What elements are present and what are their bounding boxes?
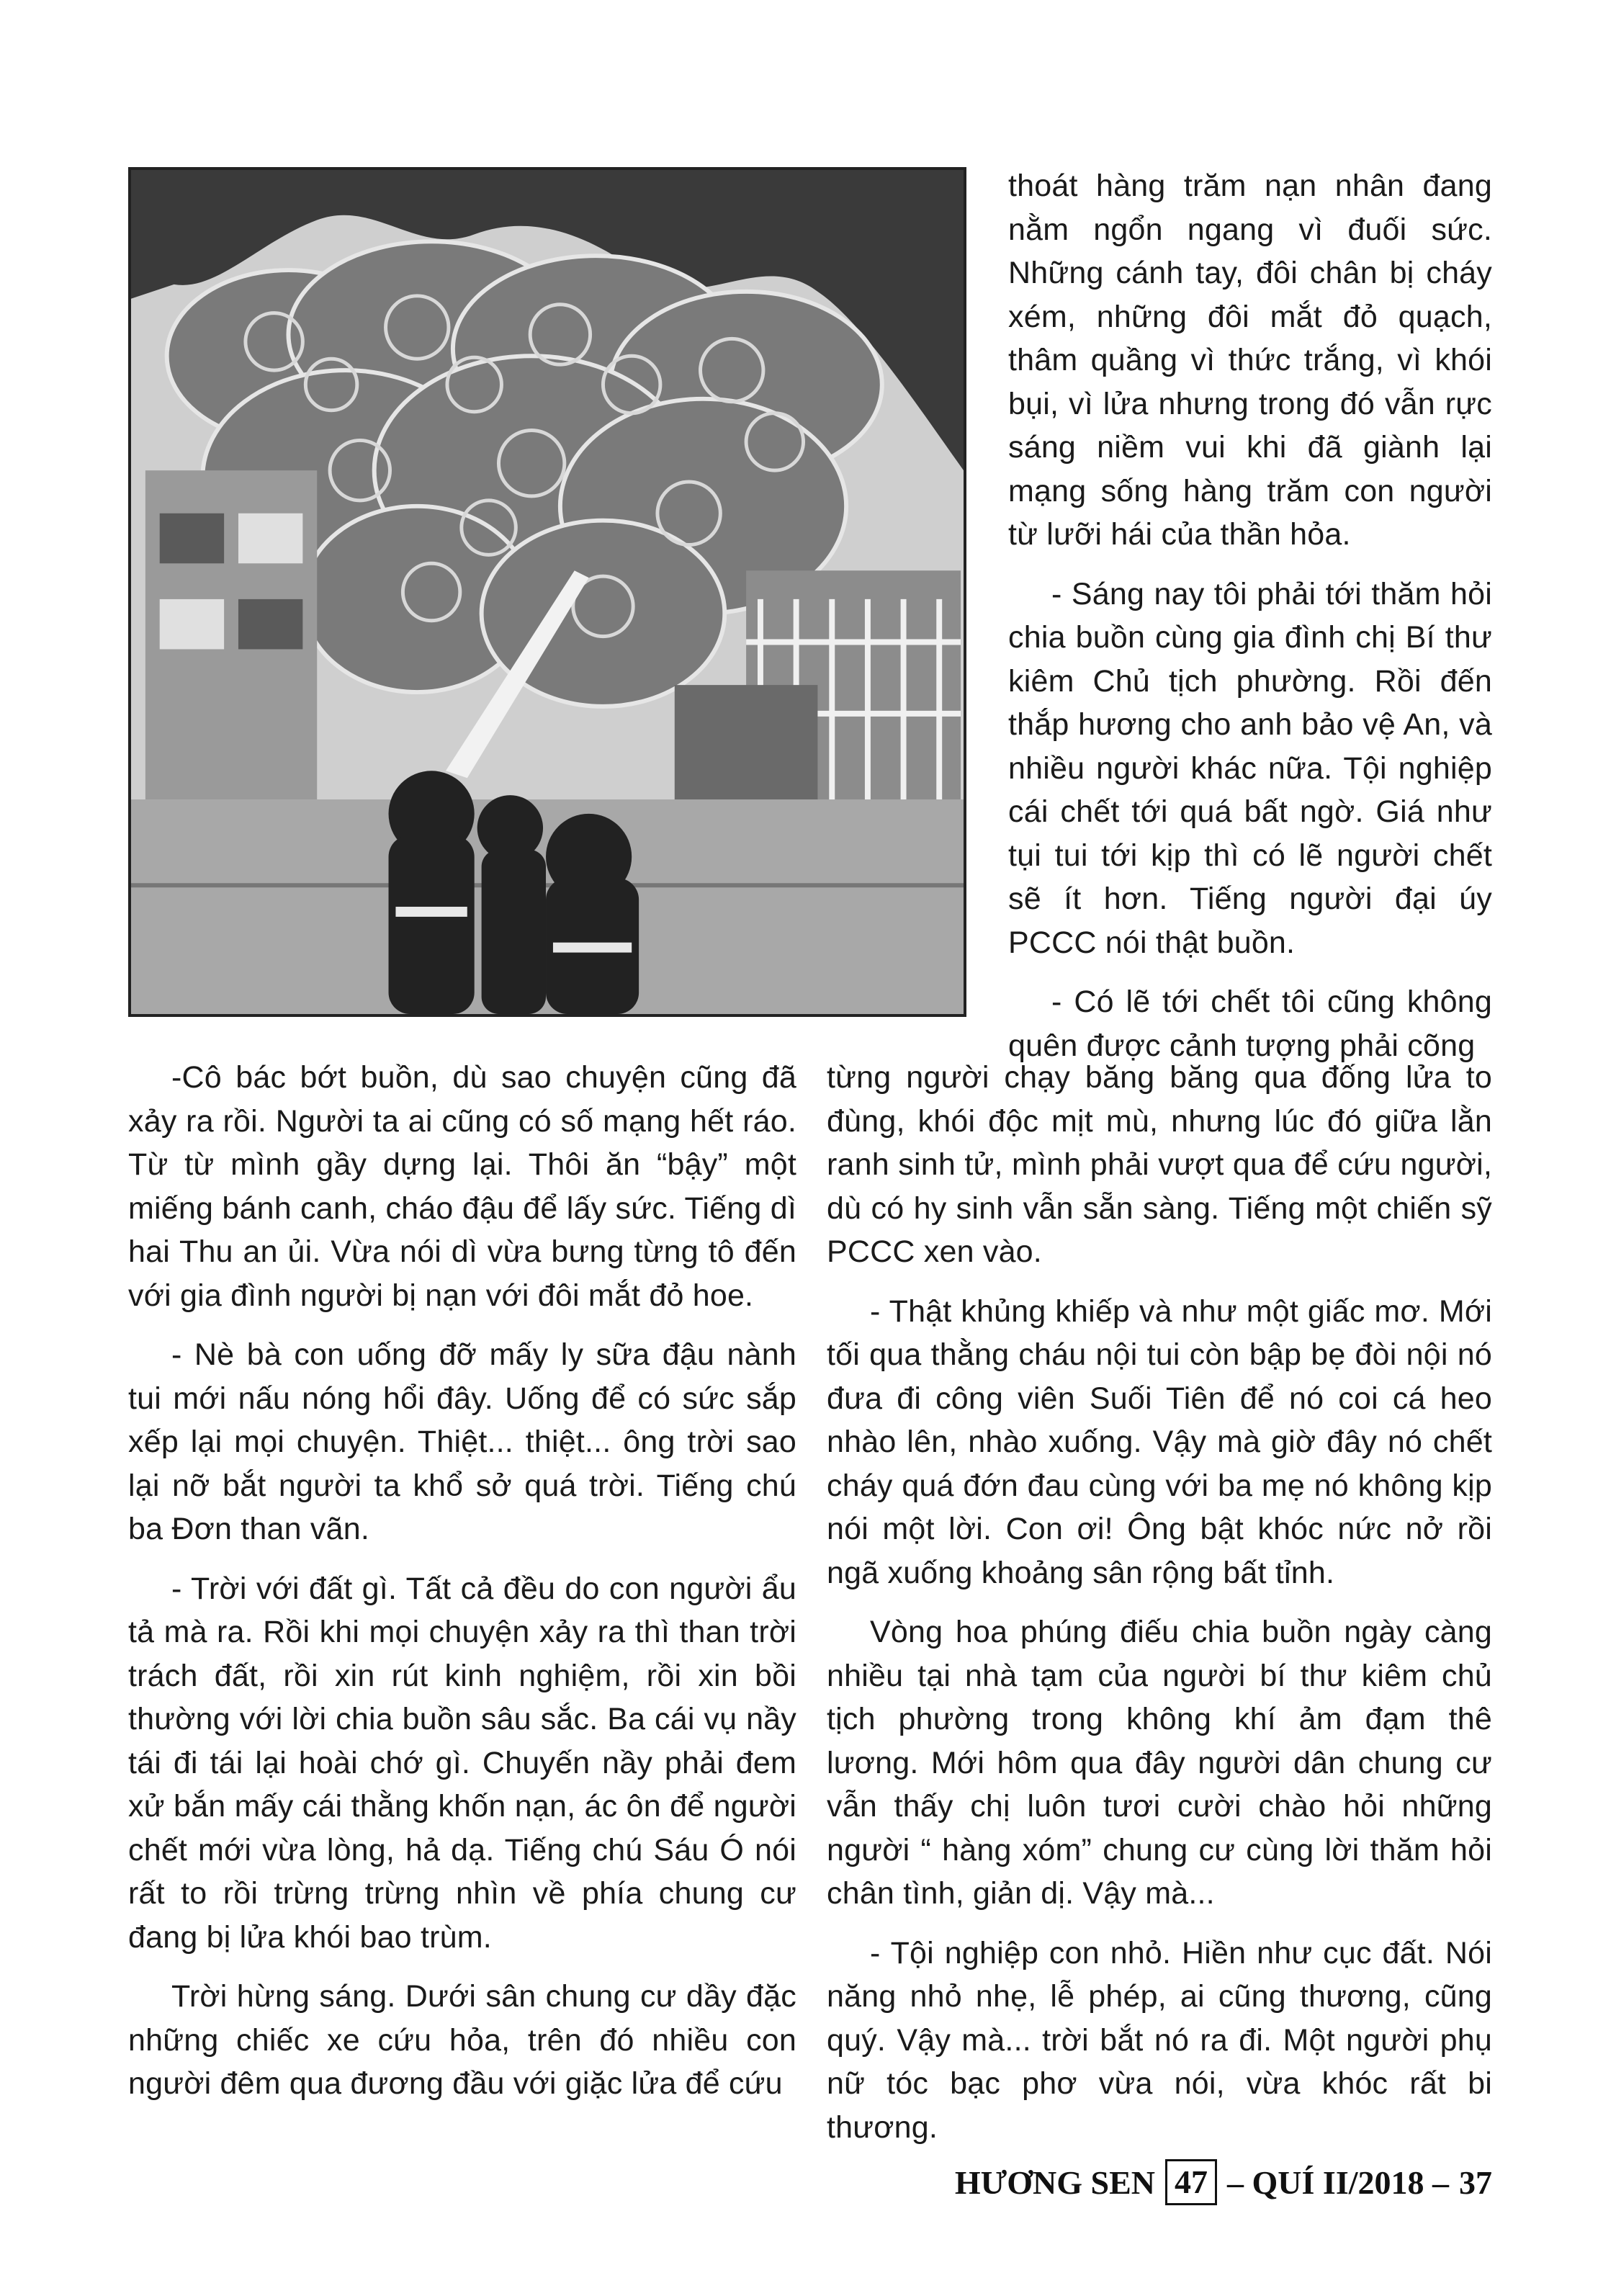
paragraph: -Cô bác bớt buồn, dù sao chuyện cũng đã xảy ra rồi. Người ta ai cũng có số mạng hết ráo. Từ từ mình gầy dựng lại. Thôi ăn “bậy” một miếng bánh canh, cháo đậu để lấy sức. Tiếng dì hai Thu an ủi. Vừa nói dì vừa bưng từng tô đến với gia đình người bị nạn với đôi mắt đỏ hoe. [128,1060,796,1313]
fire-scene-graphic [131,170,964,1014]
paragraph: - Thật khủng khiếp và như một giấc mơ. Mới tối qua thằng cháu nội tui còn bập bẹ đòi nội nó đưa đi công viên Suối Tiên để nó coi cá heo nhào lên, nhào xuống. Vậy mà giờ đây nó chết cháy quá đớn đau cùng với ba mẹ nó không kịp nói một lời. Con ơi! Ông bật khóc nức nở rồi ngã xuống khoảng sân rộng bất tỉnh. [827,1293,1492,1590]
issue-number: 47 [1165,2159,1217,2205]
paragraph: từng người chạy băng băng qua đống lửa to đùng, khói độc mịt mù, nhưng lúc đó giữa lằn ranh sinh tử, mình phải vượt qua để cứu người, dù có hy sinh vẫn sẵn sàng. Tiếng một chiến sỹ PCCC xen vào. [827,1060,1492,1269]
right-column-top [1008,164,1492,1067]
paragraph: - Sáng nay tôi phải tới thăm hỏi chia buồn cùng gia đình chị Bí thư kiêm Chủ tịch phường. Rồi đến thắp hương cho anh bảo vệ An, và nhiều người khác nữa. Tội nghiệp cái chết tới quá bất ngờ. Giá như tụi tui tới kịp thì có lẽ người chết sẽ ít hơn. Tiếng người đại úy PCCC nói thật buồn. [1008,576,1492,960]
paragraph: Vòng hoa phúng điếu chia buồn ngày càng nhiều tại nhà tạm của người bí thư kiêm chủ tịch phường trong không khí ảm đạm thê lương. Mới hôm qua đây người dân chung cư vẫn thấy chị luôn tươi cười chào hỏi những người “ hàng xóm” chung cư cùng lời thăm hỏi chân tình, giản dị. Vậy mà... [827,1615,1492,1911]
paragraph: - Trời với đất gì. Tất cả đều do con người ẩu tả mà ra. Rồi khi mọi chuyện xảy ra thì than trời trách đất, rồi xin rút kinh nghiệm, rồi xin bồi thường với lời chia buồn sâu sắc. Ba cái vụ nầy tái đi tái lại hoài chớ gì. Chuyến nầy phải đem xử bắn mấy cái thằng khốn nạn, ác ôn để người chết mới vừa lòng, hả dạ. Tiếng chú Sáu Ó nói rất to rồi trừng trừng nhìn về phía chung cư đang bị lửa khói bao trùm. [128,1571,796,1955]
firefighters-fire-illustration [128,167,966,1017]
magazine-name: HƯƠNG SEN [954,2163,1156,2201]
paragraph: - Tội nghiệp con nhỏ. Hiền như cục đất. Nói năng nhỏ nhẹ, lễ phép, ai cũng thương, cũng quý. Vậy mà... trời bắt nó ra đi. Một người phụ nữ tóc bạc phơ vừa nói, vừa khóc rất bi thương. [827,1935,1492,2145]
paragraph: thoát hàng trăm nạn nhân đang nằm ngổn ngang vì đuối sức. Những cánh tay, đôi chân bị cháy xém, những đôi mắt đỏ quạch, thâm quầng vì thức trắng, vì khói bụi, vì lửa nhưng trong đó vẫn rực sáng niềm vui khi đã giành lại mạng sống hàng trăm con người từ lưỡi hái của thần hỏa. [1008,169,1492,552]
paragraph: Trời hừng sáng. Dưới sân chung cư dầy đặc những chiếc xe cứu hỏa, trên đó nhiều con người đêm qua đương đầu với giặc lửa để cứu [128,1979,796,2101]
right-column-bottom [827,1056,1492,2165]
paragraph: - Có lẽ tới chết tôi cũng không quên được cảnh tượng phải cõng [1008,985,1492,1063]
issue-quarter: – QUÍ II/2018 – [1227,2163,1449,2201]
page-number: 37 [1459,2163,1492,2201]
page-footer [864,2153,1492,2211]
left-column [128,1056,796,2122]
paragraph: - Nè bà con uống đỡ mấy ly sữa đậu nành tui mới nấu nóng hổi đây. Uống để có sức sắp xếp lại mọi chuyện. Thiệt... thiệt... ông trời sao lại nỡ bắt người ta khổ sở quá trời. Tiếng chú ba Đơn than vãn. [128,1337,796,1546]
